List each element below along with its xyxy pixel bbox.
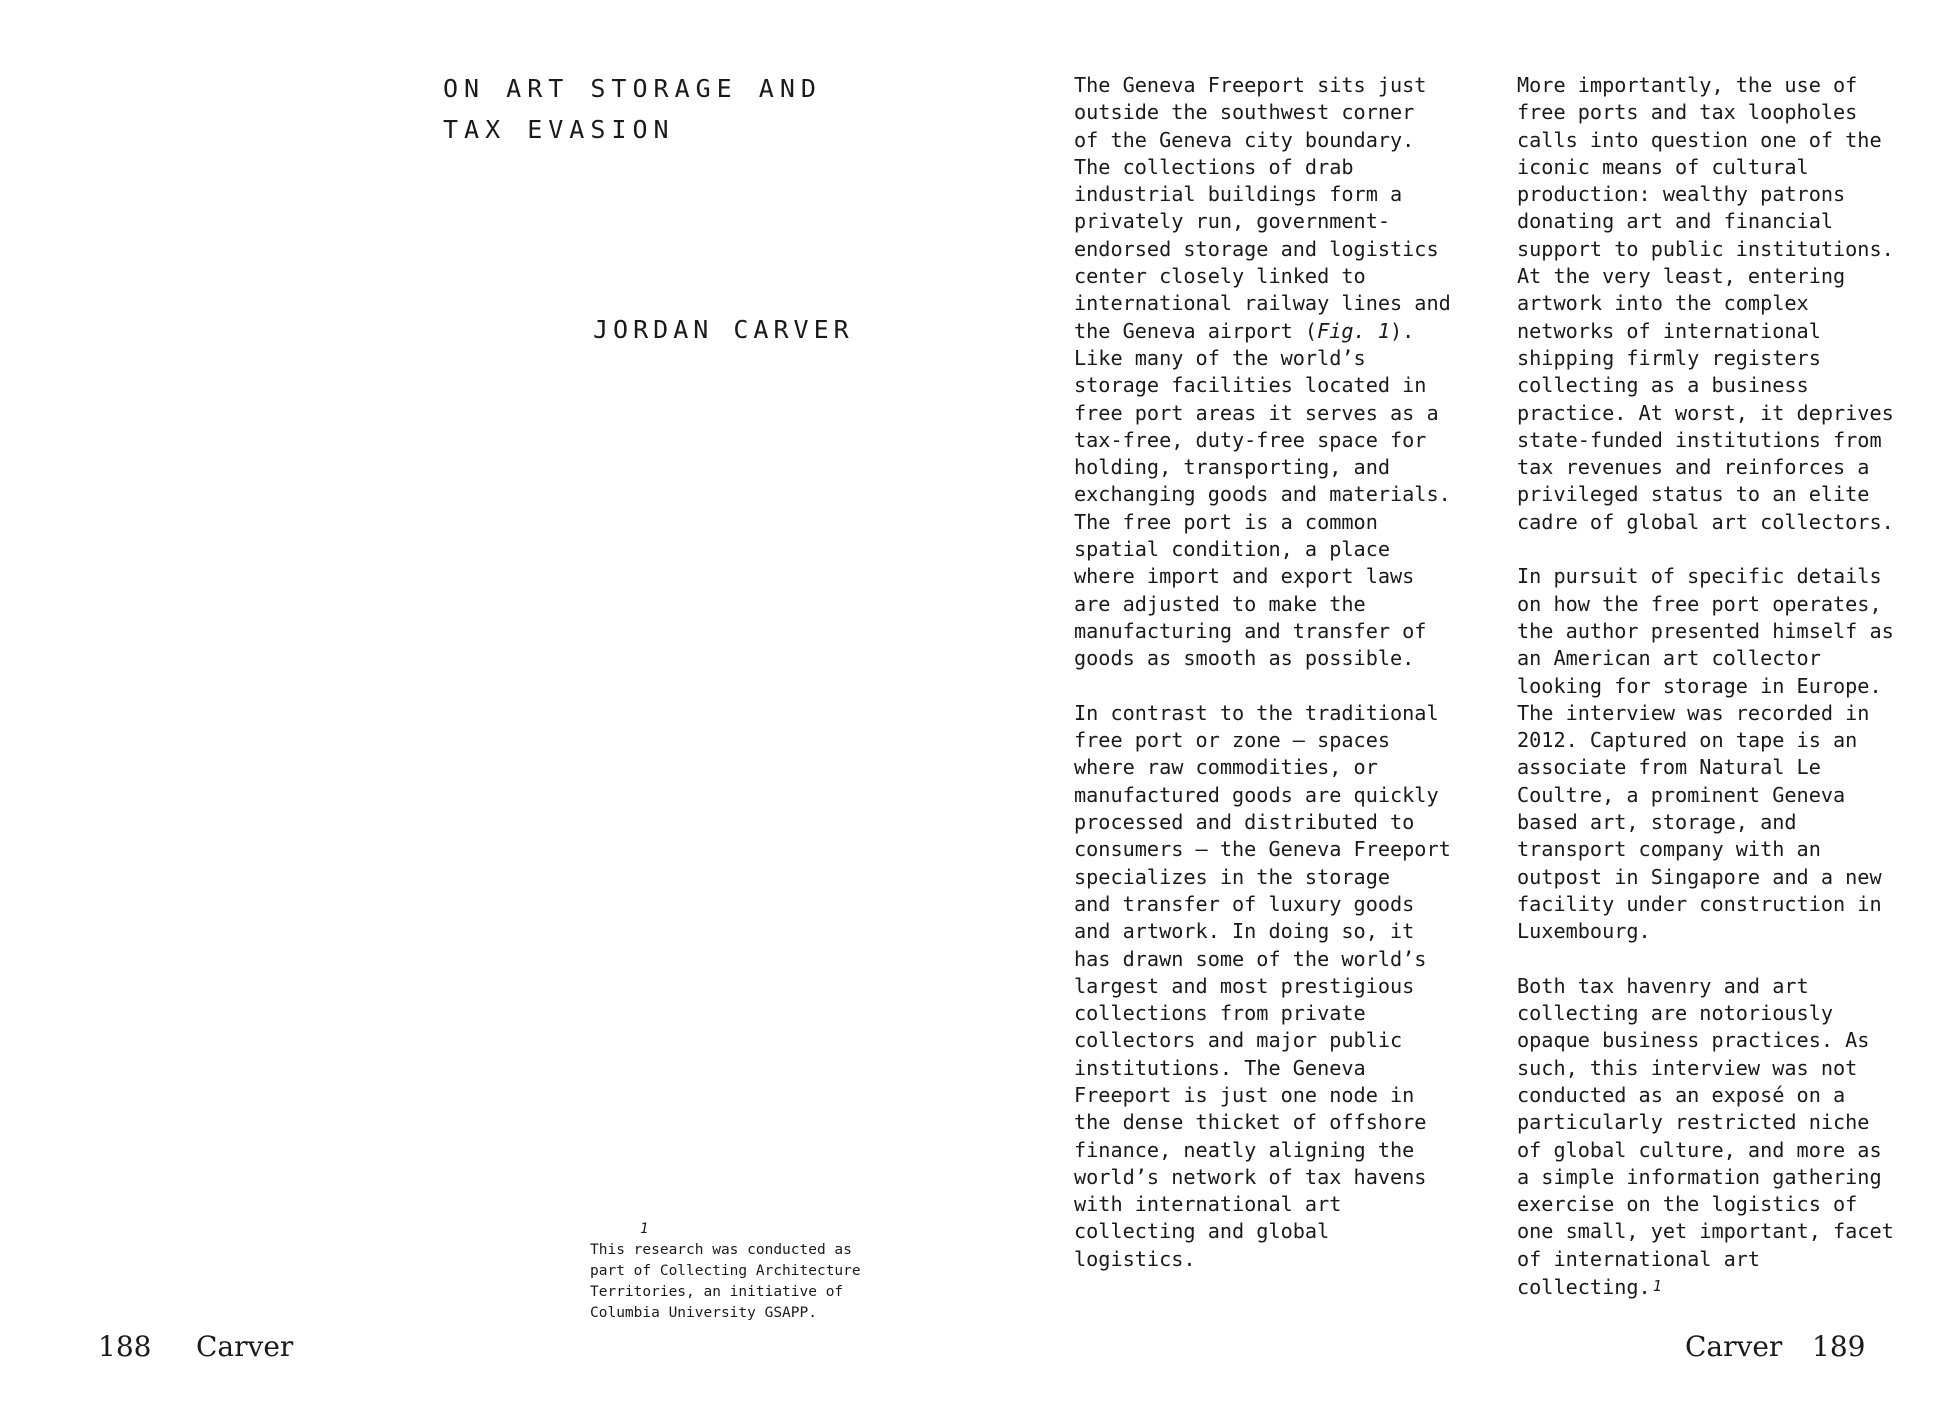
paragraph-1-text-a: The Geneva Freeport sits just outside the southwest corner of the Geneva city boundary. The collections of drab industrial buildings form a privately run, government- endorsed storage and logistics center closely linked to international railway lines and the Geneva airport ( [1074, 73, 1451, 343]
footnote-text: This research was conducted as part of Collecting Architecture Territories, an initiative of Columbia University GSAPP. [590, 1242, 861, 1321]
article-title [443, 68, 863, 150]
page-number-right: 189 [1812, 1330, 1866, 1363]
title-line-2: TAX EVASION [443, 115, 675, 144]
body-column-left [1074, 72, 1474, 1273]
paragraph-2: In contrast to the traditional free port or zone — spaces where raw commodities, or manufactured goods are quickly processed and distributed to consumers — the Geneva Freeport specializes in the storage and transfer of luxury goods and artwork. In doing so, it has drawn some of the world’s largest and most prestigious collections from private collectors and major public institutions. The Geneva Freeport is just one node in the dense thicket of offshore finance, neatly aligning the world’s network of tax havens with international art collecting and global logistics. [1074, 700, 1451, 1271]
paragraph-3: More importantly, the use of free ports and tax loopholes calls into question one of the iconic means of cultural production: wealthy patrons donating art and financial support to public institutions. At the very least, entering artwork into the complex networks of international shipping firmly registers collecting as a business practice. At worst, it deprives state-funded institutions from tax revenues and reinforces a privileged status to an elite cadre of global art collectors. [1517, 73, 1894, 534]
paragraph-1 [1074, 72, 1474, 673]
author-name: JORDAN CARVER [593, 315, 854, 344]
paragraph-4: In pursuit of specific details on how the free port operates, the author presented himself as an American art collector looking for storage in Europe. The interview was recorded in 2012. Captured on tape is an associate from Natural Le Coultre, a prominent Geneva based art, storage, and transport company with an outpost in Singapore and a new facility under construction in Luxembourg. [1517, 564, 1894, 944]
running-head-right: Carver [1685, 1330, 1783, 1363]
running-head-left: Carver [196, 1330, 294, 1363]
page-number-left: 188 [98, 1330, 152, 1363]
body-column-right [1517, 72, 1927, 1301]
footnote-marker: 1 [1652, 1277, 1662, 1296]
paragraph-1-text-b: ). Like many of the world’s storage facilities located in free port areas it serves as a tax-free, duty-free space for holding, transporting, and exchanging goods and materials. The free port is a common spatial condition, a place where import and export laws are adjusted to make the manufacturing and transfer of goods as smooth as possible. [1074, 318, 1451, 671]
paragraph-5-text: Both tax havenry and art collecting are notoriously opaque business practices. As such, this interview was not conducted as an exposé on a particularly restricted niche of global culture, and more as a simple information gathering exercise on the logistics of one small, yet important, facet of international art collecting. [1517, 973, 1894, 1300]
title-line-1: ON ART STORAGE AND [443, 74, 822, 103]
paragraph-5 [1517, 973, 1927, 1302]
figure-reference: Fig. 1 [1317, 318, 1391, 343]
footnote-number: 1 [640, 1221, 649, 1237]
footnote [590, 1219, 910, 1324]
